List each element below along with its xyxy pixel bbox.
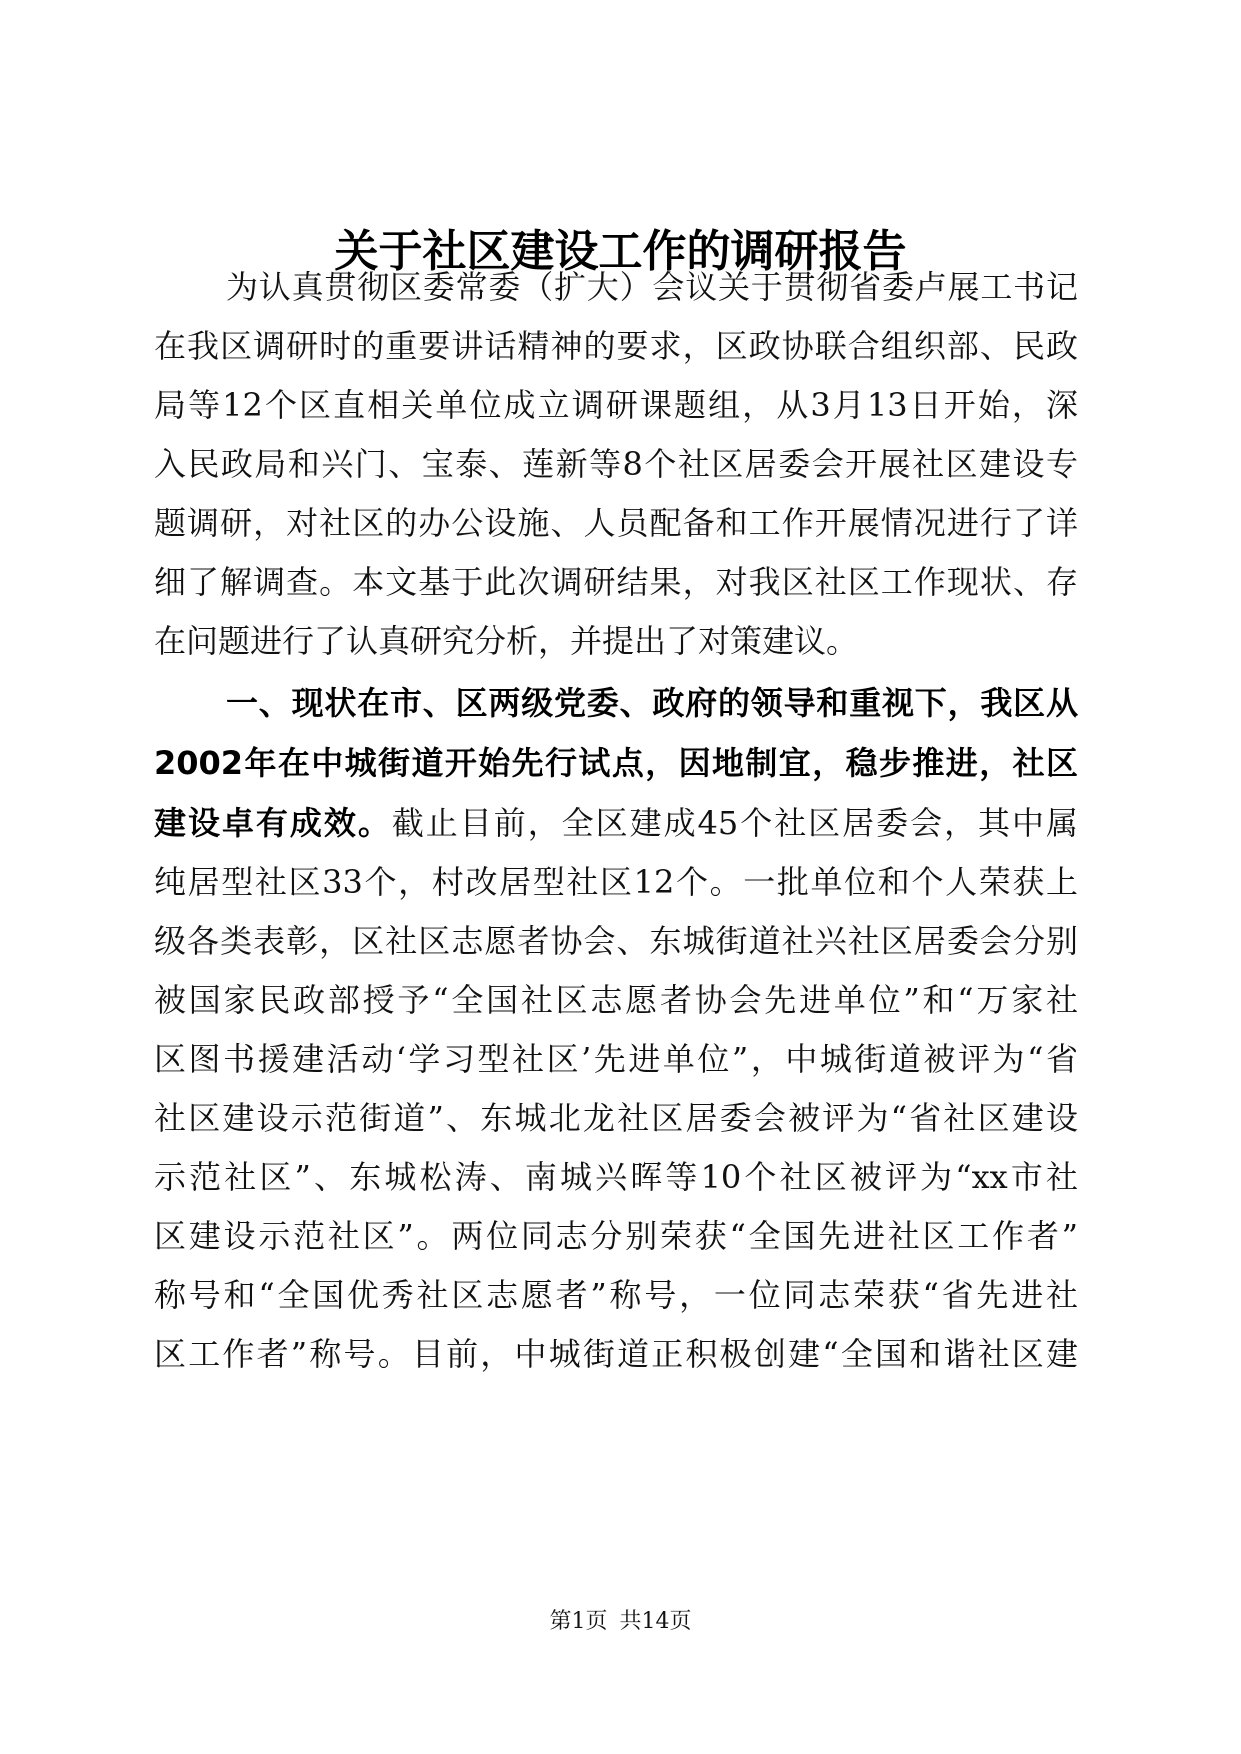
- paragraph-line: [0, 1088, 1241, 1148]
- paragraph-1-line-6: 细了解调查。本文基于此次调研结果，对我区社区工作现状、存: [154, 563, 1078, 601]
- paragraph-2-line-10: 区建设示范社区”。两位同志分别荣获“全国先进社区工作者”: [154, 1217, 1078, 1255]
- paragraph-2-line-12: 区工作者”称号。目前，中城街道正积极创建“全国和谐社区建: [154, 1335, 1078, 1373]
- paragraph-line: [0, 611, 1241, 671]
- paragraph-line: [0, 316, 1241, 376]
- document-title: 关于社区建设工作的调研报告: [334, 226, 907, 277]
- paragraph-2-line-3-rest: 截止目前，全区建成45个社区居委会，其中属: [391, 804, 1078, 842]
- total-pages: 共14页: [619, 1609, 692, 1634]
- paragraph-2-line-4: 纯居型社区33个，村改居型社区12个。一批单位和个人荣获上: [154, 863, 1078, 901]
- paragraph-line: [0, 434, 1241, 494]
- section-heading-line-1: 一、现状在市、区两级党委、政府的领导和重视下，我区从: [226, 684, 1078, 722]
- paragraph-line: [0, 970, 1241, 1030]
- paragraph-line: [0, 1029, 1241, 1089]
- paragraph-line: [0, 552, 1241, 612]
- paragraph-1-line-4: 入民政局和兴门、宝泰、莲新等8个社区居委会开展社区建设专: [154, 445, 1078, 483]
- section-heading-line: [0, 673, 1241, 733]
- section-heading-line-2: 2002年在中城街道开始先行试点，因地制宜，稳步推进，社区: [154, 744, 1078, 782]
- paragraph-line: [0, 1265, 1241, 1325]
- paragraph-line: [0, 375, 1241, 435]
- current-page-number: 第1页: [549, 1609, 608, 1634]
- paragraph-1-line-7: 在问题进行了认真研究分析，并提出了对策建议。: [154, 622, 859, 660]
- page-footer: [0, 1607, 1241, 1637]
- paragraph-line: [0, 1206, 1241, 1266]
- section-heading-end: 建设卓有成效。: [154, 804, 392, 842]
- paragraph-1-line-1: 为认真贯彻区委常委（扩大）会议关于贯彻省委卢展工书记: [226, 268, 1078, 306]
- paragraph-2-line-9: 示范社区”、东城松涛、南城兴晖等10个社区被评为“xx市社: [154, 1158, 1078, 1196]
- paragraph-2-line-5: 级各类表彰，区社区志愿者协会、东城街道社兴社区居委会分别: [154, 922, 1078, 960]
- paragraph-line: [0, 257, 1241, 317]
- paragraph-2-line-11: 称号和“全国优秀社区志愿者”称号，一位同志荣获“省先进社: [154, 1276, 1078, 1314]
- paragraph-2-line-6: 被国家民政部授予“全国社区志愿者协会先进单位”和“万家社: [154, 981, 1078, 1019]
- section-heading-line: [0, 733, 1241, 793]
- paragraph-line: [0, 852, 1241, 912]
- paragraph-line: [0, 793, 1241, 853]
- paragraph-1-line-5: 题调研，对社区的办公设施、人员配备和工作开展情况进行了详: [154, 504, 1078, 542]
- paragraph-2-line-3: [154, 793, 1078, 853]
- paragraph-2-line-7: 区图书援建活动‘学习型社区’先进单位”，中城街道被评为“省: [154, 1040, 1078, 1078]
- paragraph-line: [0, 1147, 1241, 1207]
- paragraph-2-line-8: 社区建设示范街道”、东城北龙社区居委会被评为“省社区建设: [154, 1099, 1078, 1137]
- paragraph-line: [0, 1324, 1241, 1384]
- paragraph-1-line-3: 局等12个区直相关单位成立调研课题组，从3月13日开始，深: [154, 386, 1078, 424]
- paragraph-1-line-2: 在我区调研时的重要讲话精神的要求，区政协联合组织部、民政: [154, 327, 1078, 365]
- paragraph-line: [0, 911, 1241, 971]
- paragraph-line: [0, 493, 1241, 553]
